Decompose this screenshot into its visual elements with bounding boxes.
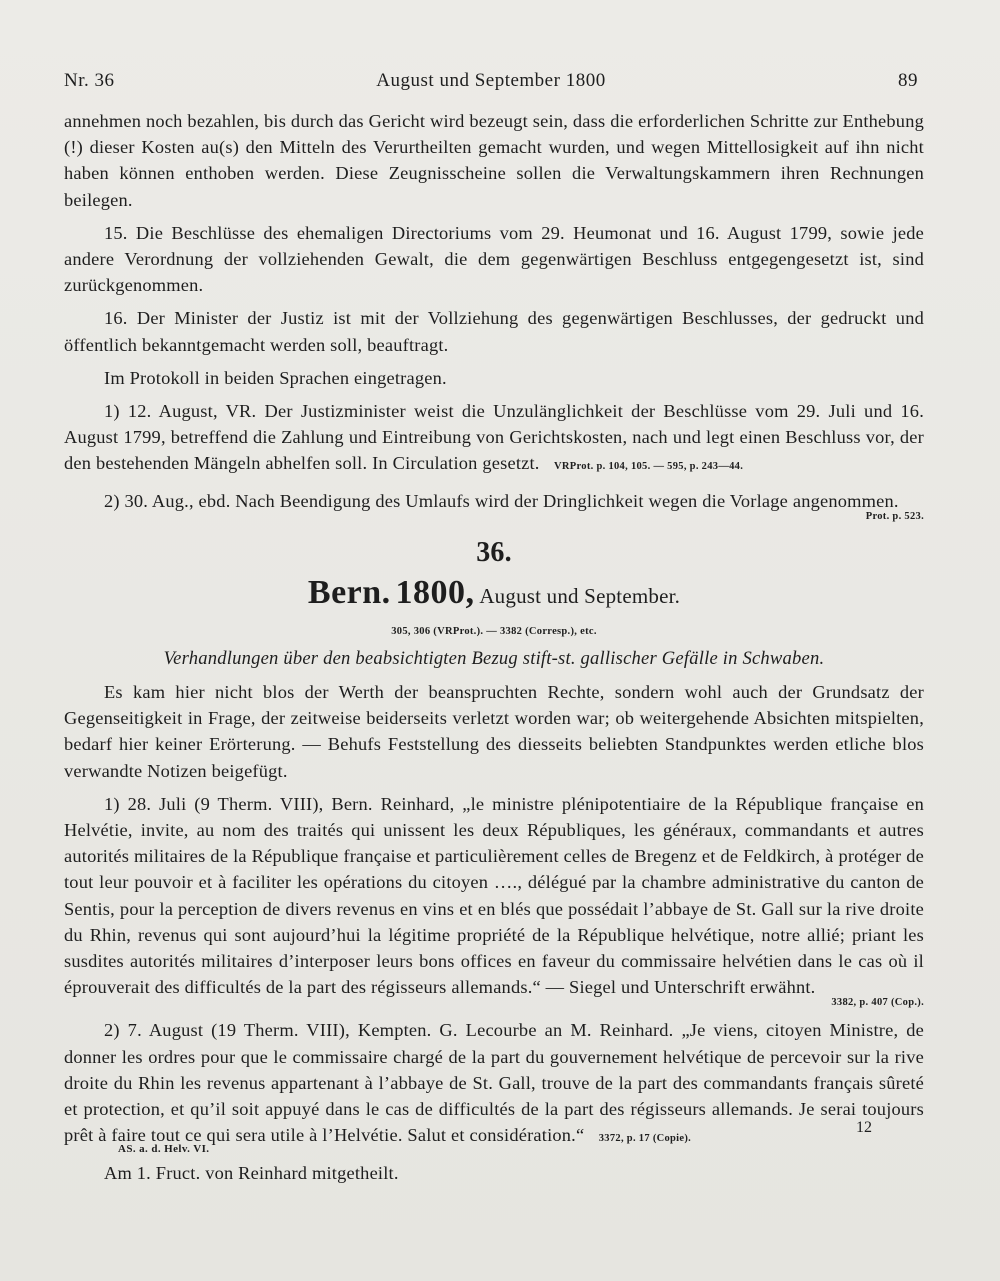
header-title: August und September 1800 — [376, 70, 606, 91]
section-sources-text: 305, 306 (VRProt.). — 3382 (Corresp.), etc. — [391, 625, 597, 637]
paragraph-15: 15. Die Beschlüsse des ehemaligen Directoriums vom 29. Heumonat und 16. August 1799, sowie jede andere Verordnung der vollziehenden Gewalt, die dem gegenwärtigen Beschluss entgegengesetzt ist, sind zurückgenommen. — [64, 222, 924, 296]
section-months: August und September. — [479, 583, 681, 608]
note-2 — [64, 488, 924, 524]
item-2-reference: 3372, p. 17 (Copie). — [598, 1133, 692, 1145]
footer-signature: AS. a. d. Helv. VI. — [118, 1143, 210, 1155]
intro-paragraph: Es kam hier nicht blos der Werth der beanspruchten Rechte, sondern wohl auch der Grundsatz der Gegenseitigkeit in Frage, der zeitweise beiderseits verletzt worden war; ob weitergehende Absichten mitspielten, bedarf hier keiner Erörterung. — Behufs Feststellung des diesseits beliebten Standpunktes werden etliche blos verwandte Notizen beigefügt. — [64, 682, 924, 781]
note-1 — [64, 398, 924, 481]
note-2-reference: Prot. p. 523. — [865, 510, 924, 522]
header-page-number: 89 — [898, 70, 918, 91]
note-2-text: 2) 30. Aug., ebd. Nach Beendigung des Umlaufs wird der Dringlichkeit wegen die Vorlage angenommen. — [104, 490, 899, 511]
item-1-text: 1) 28. Juli (9 Therm. VIII), Bern. Reinhard, „le ministre plénipotentiaire de la République française en Helvétie, invite, au nom des traités qui unissent les deux Républiques, les généraux, commandants et autres autorités militaires de la République française et particulièrement celles de Bregenz et de Feldkirch, à protéger de tout leur pouvoir et à faciliter les opérations du citoyen …., délégué par la chambre administrative du canton de Sentis, pour la perception de divers revenus en vins et en blés que possédait l’abbaye de St. Gall sur la rive droite du Rhin, revenus qui sont aujourd’hui la légitime propriété de la République helvétique, notre allié; priant les susdites autorités militaires d’interposer leurs bons offices en faveur du commissaire helvétien dans le cas où il éprouverait des difficultés de la part des régisseurs allemands.“ — Siegel und Unterschrift erwähnt. — [64, 793, 924, 998]
fructidor-note: Am 1. Fruct. von Reinhard mitgetheilt. — [104, 1162, 399, 1183]
protokoll-note: Im Protokoll in beiden Sprachen eingetragen. — [104, 367, 447, 388]
item-1 — [64, 791, 924, 1011]
item-2 — [64, 1017, 924, 1152]
item-1-reference: 3382, p. 407 (Cop.). — [831, 997, 924, 1009]
section-subject: Verhandlungen über den beabsichtigten Bezug stift-st. gallischer Gefälle in Schwaben. — [163, 647, 825, 669]
section-title — [64, 574, 924, 616]
paragraph-continuation: annehmen noch bezahlen, bis durch das Gericht wird bezeugt sein, dass die erforderlichen Schritte zur Enthebung (!) dieser Kosten au(s) den Mitteln des Verurtheilten gemacht wurden, und wegen Mittellosigkeit auf ihn nicht haben können enthoben werden. Diese Zeugnisscheine sollen die Verwaltungskammern ihren Rechnungen beilegen. — [64, 111, 924, 210]
signature-sheet-number: 12 — [856, 1119, 872, 1136]
note-1-text: 1) 12. August, VR. Der Justizminister weist die Unzulänglichkeit der Beschlüsse vom 29. Juli und 16. August 1799, betreffend die Zahlung und Eintreibung von Gerichtskosten, nach und legt einen Beschluss vor, der den bestehenden Mängeln abhelfen soll. In Circulation gesetzt. — [64, 401, 924, 474]
item-2-text: 2) 7. August (19 Therm. VIII), Kempten. G. Lecourbe an M. Reinhard. „Je viens, citoyen Ministre, de donner les ordres pour que le commissaire chargé de la part du gouvernement helvétique de percevoir sur la rive droite du Rhin les revenus appartenant à l’abbaye de St. Gall, trouve de la part des commandants français sûreté et protection, et qu’il soit appuyé dans le cas de difficultés de la part des régisseurs allemands. Je serai toujours prêt à faire tout ce qui sera utile à l’Helvétie. Salut et considération.“ — [64, 1020, 924, 1146]
note-1-reference: VRProt. p. 104, 105. — 595, p. 243—44. — [554, 461, 744, 473]
section-sources — [64, 618, 924, 642]
paragraph-16: 16. Der Minister der Justiz ist mit der Vollziehung des gegenwärtigen Beschlusses, der gedruckt und öffentlich bekanntgemacht werden soll, beauftragt. — [64, 308, 924, 355]
section-city: Bern. — [307, 573, 391, 611]
section-number: 36. — [476, 536, 512, 568]
page-body — [64, 108, 924, 1186]
section-year: 1800, — [395, 573, 475, 611]
header-issue-number: Nr. 36 — [64, 70, 115, 91]
